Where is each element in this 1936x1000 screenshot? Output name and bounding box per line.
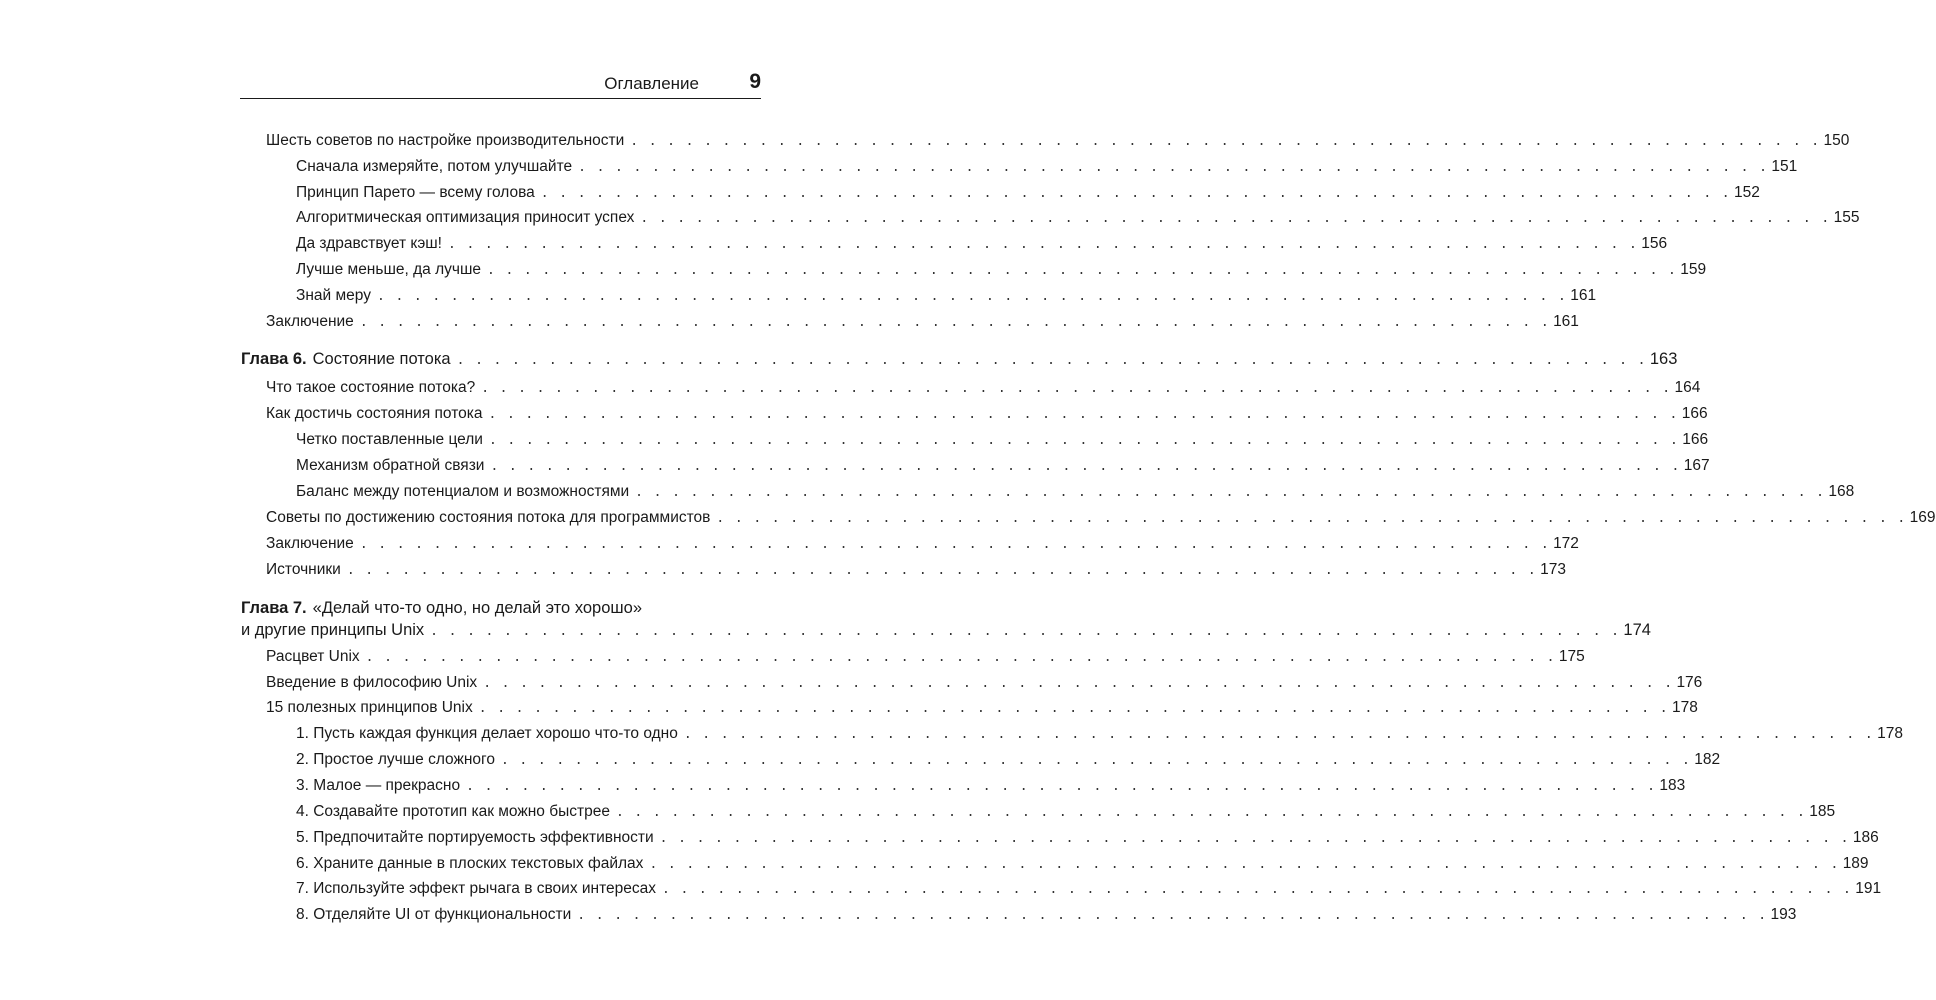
toc-entry-page: 156 (1641, 235, 1668, 252)
toc-entry-page: 172 (1553, 535, 1579, 552)
toc-entry-title: Советы по достижению состояния потока для программистов (266, 509, 711, 526)
dot-leader: . . . . . . . . . . . . . . . . . . . . . . . . . . . . . . . . . . . . . . . . . . . . . . . . . . . . . . . . . . . . . . . . . (346, 563, 1538, 578)
toc-entry (266, 697, 1698, 719)
toc-entry (266, 559, 1566, 581)
dot-leader: . . . . . . . . . . . . . . . . . . . . . . . . . . . . . . . . . . . . . . . . . . . . . . . . . . . . . . . . . . . . . . . . . (683, 727, 1875, 742)
dot-leader: . . . . . . . . . . . . . . . . . . . . . . . . . . . . . . . . . . . . . . . . . . . . . . . . . . . . . . . . . . . . . . . . . (716, 511, 1907, 526)
dot-leader: . . . . . . . . . . . . . . . . . . . . . . . . . . . . . . . . . . . . . . . . . . . . . . . . . . . . . . . . . . . . . . . . . (481, 381, 1672, 396)
toc-entry-title: 2. Простое лучше сложного (296, 751, 495, 768)
toc-entry (266, 533, 1579, 555)
toc-entry (266, 311, 1579, 333)
toc-entry-title: 5. Предпочитайте портируемость эффективности (296, 829, 654, 846)
toc-chapter-7 (241, 619, 1651, 641)
toc-entry-page: 166 (1681, 405, 1708, 422)
toc-entry-title: Алгоритмическая оптимизация приносит успех (296, 209, 635, 226)
dot-leader: . . . . . . . . . . . . . . . . . . . . . . . . . . . . . . . . . . . . . . . . . . . . . . . . . . . . . . . . . . . . . . . . . (447, 237, 1639, 252)
toc-entry-page: 168 (1828, 483, 1855, 500)
toc-entry-page: 186 (1852, 829, 1879, 846)
toc-entry (296, 233, 1668, 255)
dot-leader: . . . . . . . . . . . . . . . . . . . . . . . . . . . . . . . . . . . . . . . . . . . . . . . . . . . . . . . . . . . . . . . . . (640, 211, 1831, 226)
toc-entry-title: Лучше меньше, да лучше (296, 261, 482, 278)
toc-entry (296, 853, 1869, 875)
dot-leader: . . . . . . . . . . . . . . . . . . . . . . . . . . . . . . . . . . . . . . . . . . . . . . . . . . . . . . . . . . . . . . . . . (365, 650, 1556, 665)
toc-entry-page: 185 (1809, 803, 1836, 820)
toc-entry-title: Источники (266, 561, 341, 578)
dot-leader: . . . . . . . . . . . . . . . . . . . . . . . . . . . . . . . . . . . . . . . . . . . . . . . . . . . . . . . . . . . . . . . . . (490, 459, 1681, 474)
chapter-title-continued: и другие принципы Unix (241, 621, 425, 639)
toc-entry (296, 904, 1797, 926)
toc-entry-title: 8. Отделяйте UI от функциональности (296, 906, 572, 923)
dot-leader: . . . . . . . . . . . . . . . . . . . . . . . . . . . . . . . . . . . . . . . . . . . . . . . . . . . . . . . . . . . . . . . . . (488, 407, 1679, 422)
toc-entry-title: Что такое состояние потока? (266, 379, 476, 396)
dot-leader: . . . . . . . . . . . . . . . . . . . . . . . . . . . . . . . . . . . . . . . . . . . . . . . . . . . . . . . . . . . . . . . . . (376, 289, 1568, 304)
toc-entry-title: Заключение (266, 313, 354, 330)
dot-leader: . . . . . . . . . . . . . . . . . . . . . . . . . . . . . . . . . . . . . . . . . . . . . . . . . . . . . . . . . . . . . . . . . (359, 537, 1551, 552)
chapter-title: Состояние потока (312, 350, 451, 368)
toc-entry (266, 377, 1701, 399)
dot-leader: . . . . . . . . . . . . . . . . . . . . . . . . . . . . . . . . . . . . . . . . . . . . . . . . . . . . . . . . . . . . . . . . . (659, 831, 1850, 846)
dot-leader: . . . . . . . . . . . . . . . . . . . . . . . . . . . . . . . . . . . . . . . . . . . . . . . . . . . . . . . . . . . . . . . . . (540, 186, 1732, 201)
toc-entry (266, 672, 1703, 694)
toc-entry-page: 178 (1672, 699, 1698, 716)
toc-entry (296, 827, 1879, 849)
dot-leader: . . . . . . . . . . . . . . . . . . . . . . . . . . . . . . . . . . . . . . . . . . . . . . . . . . . . . . . . . . . . . . . . . (456, 353, 1647, 368)
dot-leader: . . . . . . . . . . . . . . . . . . . . . . . . . . . . . . . . . . . . . . . . . . . . . . . . . . . . . . . . . . . . . . . . . (630, 134, 1821, 149)
toc-entry-title: Механизм обратной связи (296, 457, 485, 474)
toc-entry (296, 801, 1836, 823)
chapter-label: Глава 6. (241, 350, 307, 368)
toc-entry (296, 455, 1710, 477)
chapter-title: «Делай что-то одно, но делай это хорошо» (312, 599, 643, 617)
dot-leader: . . . . . . . . . . . . . . . . . . . . . . . . . . . . . . . . . . . . . . . . . . . . . . . . . . . . . . . . . . . . . . . . . (466, 779, 1657, 794)
toc-entry (266, 403, 1708, 425)
toc-entry-page: 150 (1823, 132, 1850, 149)
toc-entry-page: 176 (1676, 674, 1703, 691)
toc-chapter-6 (241, 348, 1678, 370)
toc-entry-title: 6. Храните данные в плоских текстовых файлах (296, 855, 644, 872)
toc-entry-page: 164 (1674, 379, 1701, 396)
toc-entry-title: 3. Малое — прекрасно (296, 777, 461, 794)
dot-leader: . . . . . . . . . . . . . . . . . . . . . . . . . . . . . . . . . . . . . . . . . . . . . . . . . . . . . . . . . . . . . . . . . (649, 857, 1840, 872)
dot-leader: . . . . . . . . . . . . . . . . . . . . . . . . . . . . . . . . . . . . . . . . . . . . . . . . . . . . . . . . . . . . . . . . . (488, 433, 1680, 448)
dot-leader: . . . . . . . . . . . . . . . . . . . . . . . . . . . . . . . . . . . . . . . . . . . . . . . . . . . . . . . . . . . . . . . . . (483, 676, 1674, 691)
dot-leader: . . . . . . . . . . . . . . . . . . . . . . . . . . . . . . . . . . . . . . . . . . . . . . . . . . . . . . . . . . . . . . . . . (359, 315, 1551, 330)
toc-entry (266, 507, 1936, 529)
toc-entry (266, 646, 1585, 668)
dot-leader: . . . . . . . . . . . . . . . . . . . . . . . . . . . . . . . . . . . . . . . . . . . . . . . . . . . . . . . . . . . . . . . . . (500, 753, 1692, 768)
toc-entry-page: 193 (1770, 906, 1797, 923)
toc-entry (296, 878, 1882, 900)
toc-entry-title: Четко поставленные цели (296, 431, 483, 448)
toc-entry (296, 259, 1707, 281)
toc-entry-page: 151 (1771, 158, 1798, 175)
toc-entry (266, 130, 1850, 152)
toc-entry (296, 723, 1903, 745)
toc-entry-page: 152 (1734, 184, 1760, 201)
toc-entry-title: Баланс между потенциалом и возможностями (296, 483, 630, 500)
toc-entry-page: 173 (1540, 561, 1566, 578)
chapter-page: 174 (1623, 621, 1651, 639)
toc-entry (296, 775, 1686, 797)
dot-leader: . . . . . . . . . . . . . . . . . . . . . . . . . . . . . . . . . . . . . . . . . . . . . . . . . . . . . . . . . . . . . . . . . (577, 908, 1768, 923)
chapter-page: 163 (1649, 350, 1678, 368)
toc-entry (296, 481, 1855, 503)
dot-leader: . . . . . . . . . . . . . . . . . . . . . . . . . . . . . . . . . . . . . . . . . . . . . . . . . . . . . . . . . . . . . . . . . (635, 485, 1826, 500)
toc-entry-title: 1. Пусть каждая функция делает хорошо что-то одно (296, 725, 678, 742)
toc-entry (296, 285, 1597, 307)
dot-leader: . . . . . . . . . . . . . . . . . . . . . . . . . . . . . . . . . . . . . . . . . . . . . . . . . . . . . . . . . . . . . . . . . (662, 882, 1853, 897)
toc-entry-page: 159 (1680, 261, 1707, 278)
toc-entry-page: 189 (1842, 855, 1869, 872)
chapter-label: Глава 7. (241, 599, 307, 617)
header-title: Оглавление (604, 74, 699, 93)
toc-entry-page: 183 (1659, 777, 1686, 794)
toc-entry-title: Введение в философию Unix (266, 674, 478, 691)
toc-entry-page: 178 (1877, 725, 1903, 742)
toc-entry-title: Расцвет Unix (266, 648, 360, 665)
toc-entry (296, 156, 1798, 178)
toc-entry-page: 161 (1553, 313, 1579, 330)
toc-entry-title: 15 полезных принципов Unix (266, 699, 473, 716)
toc-entry-page: 169 (1909, 509, 1936, 526)
toc-entry (296, 207, 1860, 229)
toc-entry-page: 182 (1694, 751, 1721, 768)
toc-entry (296, 429, 1709, 451)
dot-leader: . . . . . . . . . . . . . . . . . . . . . . . . . . . . . . . . . . . . . . . . . . . . . . . . . . . . . . . . . . . . . . . . . (487, 263, 1678, 278)
toc-entry-title: Заключение (266, 535, 354, 552)
toc-entry (296, 749, 1721, 771)
toc-entry-title: Да здравствует кэш! (296, 235, 442, 252)
dot-leader: . . . . . . . . . . . . . . . . . . . . . . . . . . . . . . . . . . . . . . . . . . . . . . . . . . . . . . . . . . . . . . . . . (478, 701, 1669, 716)
header-page-number: 9 (749, 70, 761, 93)
dot-leader: . . . . . . . . . . . . . . . . . . . . . . . . . . . . . . . . . . . . . . . . . . . . . . . . . . . . . . . . . . . . . . . . . (615, 805, 1807, 820)
toc-entry-page: 155 (1833, 209, 1860, 226)
toc-entry-page: 175 (1558, 648, 1585, 665)
dot-leader: . . . . . . . . . . . . . . . . . . . . . . . . . . . . . . . . . . . . . . . . . . . . . . . . . . . . . . . . . . . . . . . . . (430, 624, 1621, 639)
dot-leader: . . . . . . . . . . . . . . . . . . . . . . . . . . . . . . . . . . . . . . . . . . . . . . . . . . . . . . . . . . . . . . . . . (578, 160, 1769, 175)
toc-entry-title: Принцип Парето — всему голова (296, 184, 535, 201)
toc-entry-title: Знай меру (296, 287, 371, 304)
toc-entry-page: 161 (1570, 287, 1597, 304)
toc-entry-title: Сначала измеряйте, потом улучшайте (296, 158, 573, 175)
toc-entry-title: Как достичь состояния потока (266, 405, 483, 422)
toc-chapter-7-heading (241, 597, 642, 619)
toc-entry-page: 166 (1682, 431, 1709, 448)
toc-entry-title: Шесть советов по настройке производительности (266, 132, 625, 149)
toc-entry-page: 191 (1855, 880, 1882, 897)
toc-entry (296, 182, 1760, 204)
toc-entry-page: 167 (1683, 457, 1710, 474)
toc-entry-title: 4. Создавайте прототип как можно быстрее (296, 803, 610, 820)
toc-entry-title: 7. Используйте эффект рычага в своих интересах (296, 880, 657, 897)
